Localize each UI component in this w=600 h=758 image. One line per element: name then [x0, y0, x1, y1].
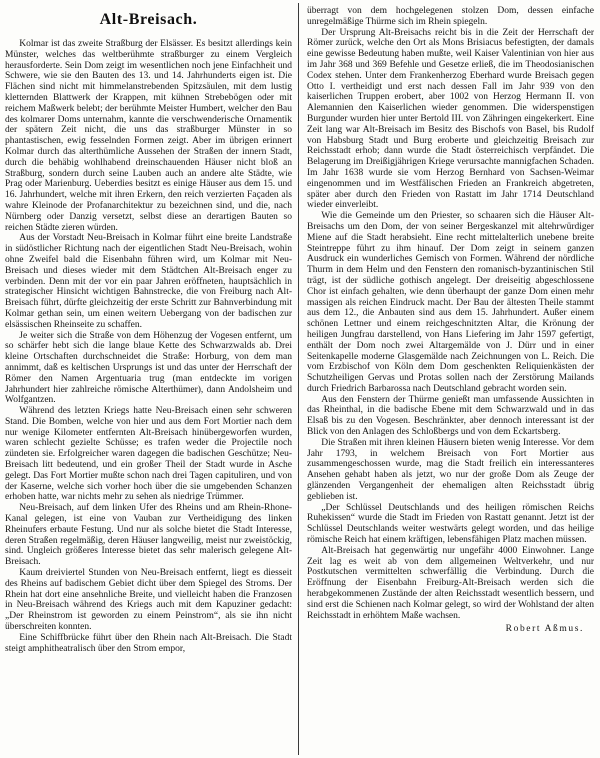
paragraph: Neu-Breisach, auf dem linken Ufer des Rheins und am Rhein-Rhone-Kanal gelegen, ist eine von Vauban zur Vertheidigung des linken Rheinufers erbaute Festung. Und nur als solche bietet die Stadt Interesse, deren Straßen regelmäßig, deren Häuser langweilig, meist nur zweistöckig, sind. Ungleich größeres Interesse bietet das sehr malerisch gelegene Alt-Breisach. [5, 503, 292, 568]
right-column [307, 6, 594, 635]
paragraph: Kolmar ist das zweite Straßburg der Elsässer. Es besitzt allerdings kein Münster, welches das weltberühmte straßburger zu einem Vergleich herausforderte. Sein Dom zeigt im wesentlichen noch jene Einfachheit und Schwere, wie sie den Bauten des 13. und 14. Jahrhunderts eigen ist. Die Flächen sind nicht mit himmelanstrebenden Spitzsäulen, mit dem lustig kletternden Blattwerk der Krappen, mit kühnen Strebebögen oder mit reichem Maßwerk belebt; der berühmte Meister Humbert, welcher den Bau des kolmarer Doms unternahm, kannte die verschwenderische Ornamentik der spätern Zeit nicht, die uns das straßburger Münster in so phantastischen, ewig fesselnden Formen zeigt. Aber im übrigen erinnert Kolmar durch das alterthümliche Aussehen der Straßen der innern Stadt, durch die behäbig wohlhabend dreinschauenden Häuser nicht bloß an Straßburg, sondern durch seine Lauben auch an andere alte Städte, wie Prag oder Marienburg. Ueberdies besitzt es einige Häuser aus dem 15. und 16. Jahrhundert, welche mit ihren Erkern, den reich verzierten Façaden als wahre Kleinode der Profanarchitektur zu bezeichnen sind, und die, nach Nürnberg oder Danzig versetzt, selbst diese an derartigen Bauten so reichen Städte zieren würden. [5, 39, 292, 233]
article-title: Alt-Breisach. [99, 11, 198, 28]
paragraph: Der Ursprung Alt-Breisachs reicht bis in die Zeit der Herrschaft der Römer zurück, welche den Ort als Mons Brisiacus befestigten, der damals eine gewisse Bedeutung haben mußte, weil Kaiser Valentinian von hier aus im Jahr 368 und 369 Befehle und Gesetze erließ, die im Theodosianischen Codex stehen. Unter dem Frankenherzog Eberhard wurde Breisach gegen Otto I. vertheidigt und erst nach dessen Fall im Jahr 939 von den kaiserlichen Truppen erobert, aber 1002 von Herzog Hermann II. von Alemannien den Kaiserlichen wieder genommen. Die widerspenstigen Burgunder wurden hier unter Bertold III. von Zähringen eingekerkert. Eine Zeit lang war Alt-Breisach im Besitz des Bischofs von Basel, bis Rudolf von Habsburg Stadt und Burg eroberte und gleichzeitig Breisach zur Reichsstadt erhob; dann wurde die Stadt österreichisch verpfändet. Die Belagerung im Dreißigjährigen Kriege verursachte mannigfachen Schaden. Im Jahr 1638 wurde sie vom Herzog Bernhard von Sachsen-Weimar eingenommen und im Westfälischen Frieden an Frankreich abgetreten, später aber durch den Frieden von Rastatt im Jahr 1714 Deutschland wieder einverleibt. [307, 27, 594, 211]
paragraph-continuation: überragt von dem hochgelegenen stolzen Dom, dessen einfache unregelmäßige Thürme sich im Rhein spiegeln. [307, 6, 594, 27]
paragraph: Kaum dreiviertel Stunden von Neu-Breisach entfernt, liegt es diesseit des Rheins auf badischem Gebiet dicht über dem Spiegel des Stroms. Der Rhein hat dort eine ansehnliche Breite, und vielleicht haben die Franzosen in Neu-Breisach während des Kriegs auch mit dem Kapuziner gedacht: „Der Rheinstrom ist geworden zu einem Peinstrom“, als sie ihn nicht überschreiten konnten. [5, 568, 292, 633]
left-column [5, 6, 292, 654]
column-divider [298, 3, 299, 755]
paragraph: Je weiter sich die Straße von dem Höhenzug der Vogesen entfernt, um so schärfer hebt sich die lange blaue Kette des Schwarzwalds ab. Drei kleine Ortschaften durchschneidet die Straße: Horburg, von dem man annimmt, daß es keltischen Ursprungs ist und das unter der Herrschaft der Römer den Namen Argentuaria trug (man entdeckte im vorigen Jahrhundert hier zahlreiche römische Alterthümer), dann Andolsheim und Wolfgantzen. [5, 330, 292, 406]
paragraph: Die Straßen mit ihren kleinen Häusern bieten wenig Interesse. Vor dem Jahr 1793, in welchem Breisach von Fort Mortier aus zusammengeschossen wurde, mag die Stadt freilich ein interessanteres Ansehen gehabt haben als jetzt, wo nur der große Dom als Zeuge der glänzenden Vergangenheit der ehemaligen alten Reichsstadt übrig geblieben ist. [307, 437, 594, 502]
paragraph: Während des letzten Kriegs hatte Neu-Breisach einen sehr schweren Stand. Die Bomben, welche von hier und aus dem Fort Mortier nach dem nur wenige Kilometer entfernten Alt-Breisach hinübergeworfen wurden, waren schlecht gezielte Schüsse; es trafen weder die Projectile noch zündeten sie. Erfolgreicher waren dagegen die badischen Geschütze; Neu-Breisach litt bedeutend, und ein großer Theil der Stadt wurde in Asche gelegt. Das Fort Mortier mußte schon nach drei Tagen capituliren, und von der Kaserne, welche sich vorher hoch über die sie umgebenden Schanzen erhoben hatte, war nichts mehr zu sehen als niedrige Trümmer. [5, 406, 292, 503]
paragraph: Wie die Gemeinde um den Priester, so schaaren sich die Häuser Alt-Breisachs um den Dom, der von seiner Bergeskanzel mit altehrwürdiger Miene auf die Stadt herabsieht. Eine recht mittelalterlich unebene breite Steintreppe führt zu ihm hinauf. Der Dom zeigt in seinem ganzen Ausdruck ein wunderliches Gemisch von Formen. Während der nördliche Thurm in dem Helm und den Fenstern den romanisch-byzantinischen Stil trägt, ist der südliche gothisch angelegt. Der dreiseitig abgeschlossene Chor ist einfach gehalten, wie denn überhaupt der ganze Dom einen mehr massigen als reichen Eindruck macht. Der Bau der ältesten Theile stammt aus dem 12., die Anbauten sind aus dem 15. Jahrhundert. Außer einem schönen Lettner und einem reichgeschnitzten Altar, die Krönung der heiligen Jungfrau darstellend, von Hans Liefering im Jahr 1597 gefertigt, enthält der Dom noch zwei Altargemälde von J. Dürr und in einer Seitenkapelle moderne Glasgemälde nach Zeichnungen von L. Reich. Die vom Erzbischof von Köln dem Dom geschenkten Reliquienkästen der Schutzheiligen Gervas und Protas sollen nach der Zerstörung Mailands durch Friedrich Barbarossa nach Deutschland gebracht worden sein. [307, 211, 594, 394]
paragraph: Aus den Fenstern der Thürme genießt man umfassende Aussichten in das Rheinthal, in die badische Ebene mit dem Schwarzwald und in das Elsaß bis zu den Vogesen. Beschränkter, aber dennoch interessant ist der Blick von den Anlagen des Schloßbergs und von dem Eckartsberg. [307, 394, 594, 438]
paragraph: Eine Schiffbrücke führt über den Rhein nach Alt-Breisach. Die Stadt steigt amphitheatralisch über den Strom empor, [5, 632, 292, 654]
paragraph: Alt-Breisach hat gegenwärtig nur ungefähr 4000 Einwohner. Lange Zeit lag es weit ab von dem allgemeinen Weltverkehr, und nur Postkutschen vermittelten schwerfällig die Verbindung. Durch die Eröffnung der Eisenbahn Freiburg-Alt-Breisach werden sich die herabgekommenen Zustände der alten Reichsstadt wesentlich bessern, und sind erst die Schienen nach Kolmar gelegt, so wird der Wohlstand der alten Reichsstadt in erhöhtem Maße wachsen. [307, 545, 594, 621]
paragraph: „Der Schlüssel Deutschlands und des heiligen römischen Reichs Ruhekissen“ wurde die Stadt im Frieden von Rastatt genannt. Jetzt ist der Schlüssel Deutschlands weiter westwärts gelegt worden, und das heilige römische Reich hat einem kräftigen, lebensfähigen Platz machen müssen. [307, 502, 594, 546]
author-signature: Robert Aßmus. [505, 624, 584, 635]
paragraph: Aus der Vorstadt Neu-Breisach in Kolmar führt eine breite Landstraße in südöstlicher Richtung nach der eigentlichen Stadt Neu-Breisach, wohin ohne Zweifel bald die Eisenbahn führen wird, um Kolmar mit Neu-Breisach und dieses wieder mit dem Städtchen Alt-Breisach enger zu verbinden. Denn mit der vor ein paar Jahren eröffneten, hauptsächlich in strategischer Hinsicht wichtigen Bahnstrecke, die von Freiburg nach Alt-Breisach führt, dürfte gleichzeitig der erste Schritt zur Bahnverbindung mit Kolmar gethan sein, um einen weitern Uebergang von der badischen zur elsässischen Rheinseite zu schaffen. [5, 233, 292, 330]
